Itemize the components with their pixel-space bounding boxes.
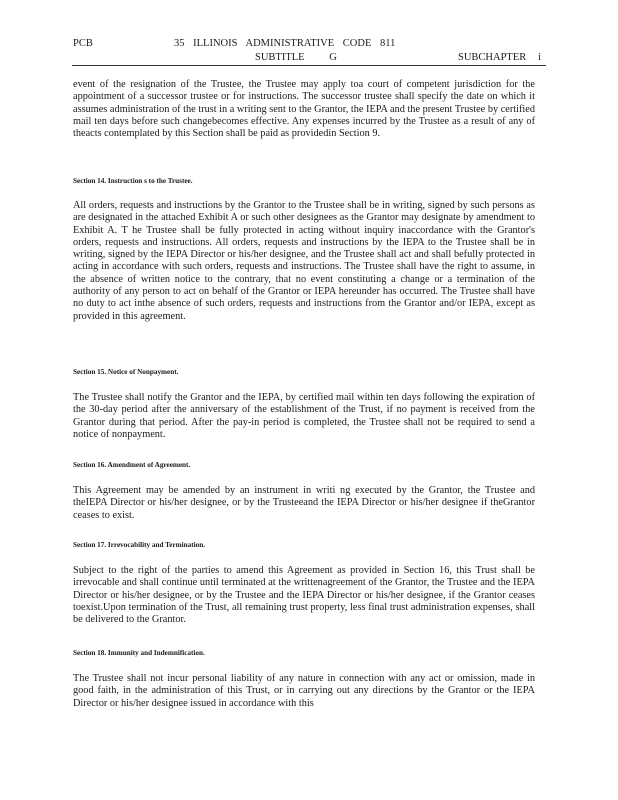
section-15-heading: Section 15. Notice of Nonpayment.: [73, 368, 179, 376]
header-subtitle: SUBTITLE G: [255, 52, 337, 63]
section-13-continuation: event of the resignation of the Trustee, the Trustee may apply toa court of competent jurisdiction for the appointment of a successor trustee or for instructions. The successor trustee shall specify the date on which it assumes administration of the trust in a writing sent to the Grantor, the IEPA and the present Trustee by certified mail ten days before such changebecomes effective. Any expenses incurred by the Trustee as a result of any of theacts contemplated by this Section shall be paid as providedin Section 9.: [73, 79, 535, 140]
section-17-body: Subject to the right of the parties to amend this Agreement as provided in Section 16, this Trust shall be irrevocable and shall continue until terminated at the writtenagreement of the Grantor, the Trustee and the IEPA Director or his/her designee, or by the Trustee and the IEPA Director or his/her designee, if the Grantor ceases toexist.Upon termination of the Trust, all remaining trust property, less final trust administration expenses, shall be delivered to the Grantor.: [73, 565, 535, 626]
section-16-body: This Agreement may be amended by an instrument in writi ng executed by the Grantor, the Trustee and theIEPA Director or his/her designee, or by the Trusteeand the IEPA Director or his/her designee if theGrantor ceases to exist.: [73, 485, 535, 521]
header-rule: [72, 65, 546, 66]
section-14-heading: Section 14. Instruction s to the Trustee.: [73, 177, 193, 185]
header-page-mark: i: [538, 52, 541, 63]
section-18-body: The Trustee shall not incur personal liability of any nature in connection with any act or omission, made in good faith, in the administration of this Trust, or in carrying out any directions by the Grantor or the IEPA Director or his/her designee issued in accordance with this: [73, 673, 535, 709]
section-15-body: The Trustee shall notify the Grantor and the IEPA, by certified mail within ten days following the expiration of the 30-day period after the anniversary of the establishment of the Trust, if no payment is received from the Grantor during that period. After the pay-in period is completed, the Trustee shall not be required to send a notice of nonpayment.: [73, 392, 535, 440]
header-subchapter: SUBCHAPTER: [458, 52, 527, 63]
section-16-heading: Section 16. Amendment of Agreement.: [73, 461, 191, 469]
section-14-body: All orders, requests and instructions by the Grantor to the Trustee shall be in writing, signed by such persons as are designated in the attached Exhibit A or such other designees as the Grantor may designate by amendment to Exhibit A. T he Trustee shall be fully protected in acting without inquiry inaccordance with the Grantor's orders, requests and instructions. All orders, requests and instructions by the IEPA to the Trustee shall be in writing, signed by the IEPA Director or his/her designee, and the Trustee shall act and shall befully protected in acting in accordance with such orders, requests and instructions. The Trustee shall have the right to assume, in the absence of written notice to the contrary, that no event constituting a change or a termination of the authority of any person to act on behalf of the Grantor or IEPA hereunder has occurred. The Trustee shall have no duty to act inthe absence of such orders, requests and instructions from the Grantor and/or IEPA, except as provided in this agreement.: [73, 200, 535, 322]
header-title: 35 ILLINOIS ADMINISTRATIVE CODE 811: [174, 38, 396, 49]
section-18-heading: Section 18. Immunity and Indemnification.: [73, 649, 205, 657]
section-17-heading: Section 17. Irrevocability and Termination.: [73, 541, 206, 549]
header-pcb: PCB: [73, 38, 93, 49]
